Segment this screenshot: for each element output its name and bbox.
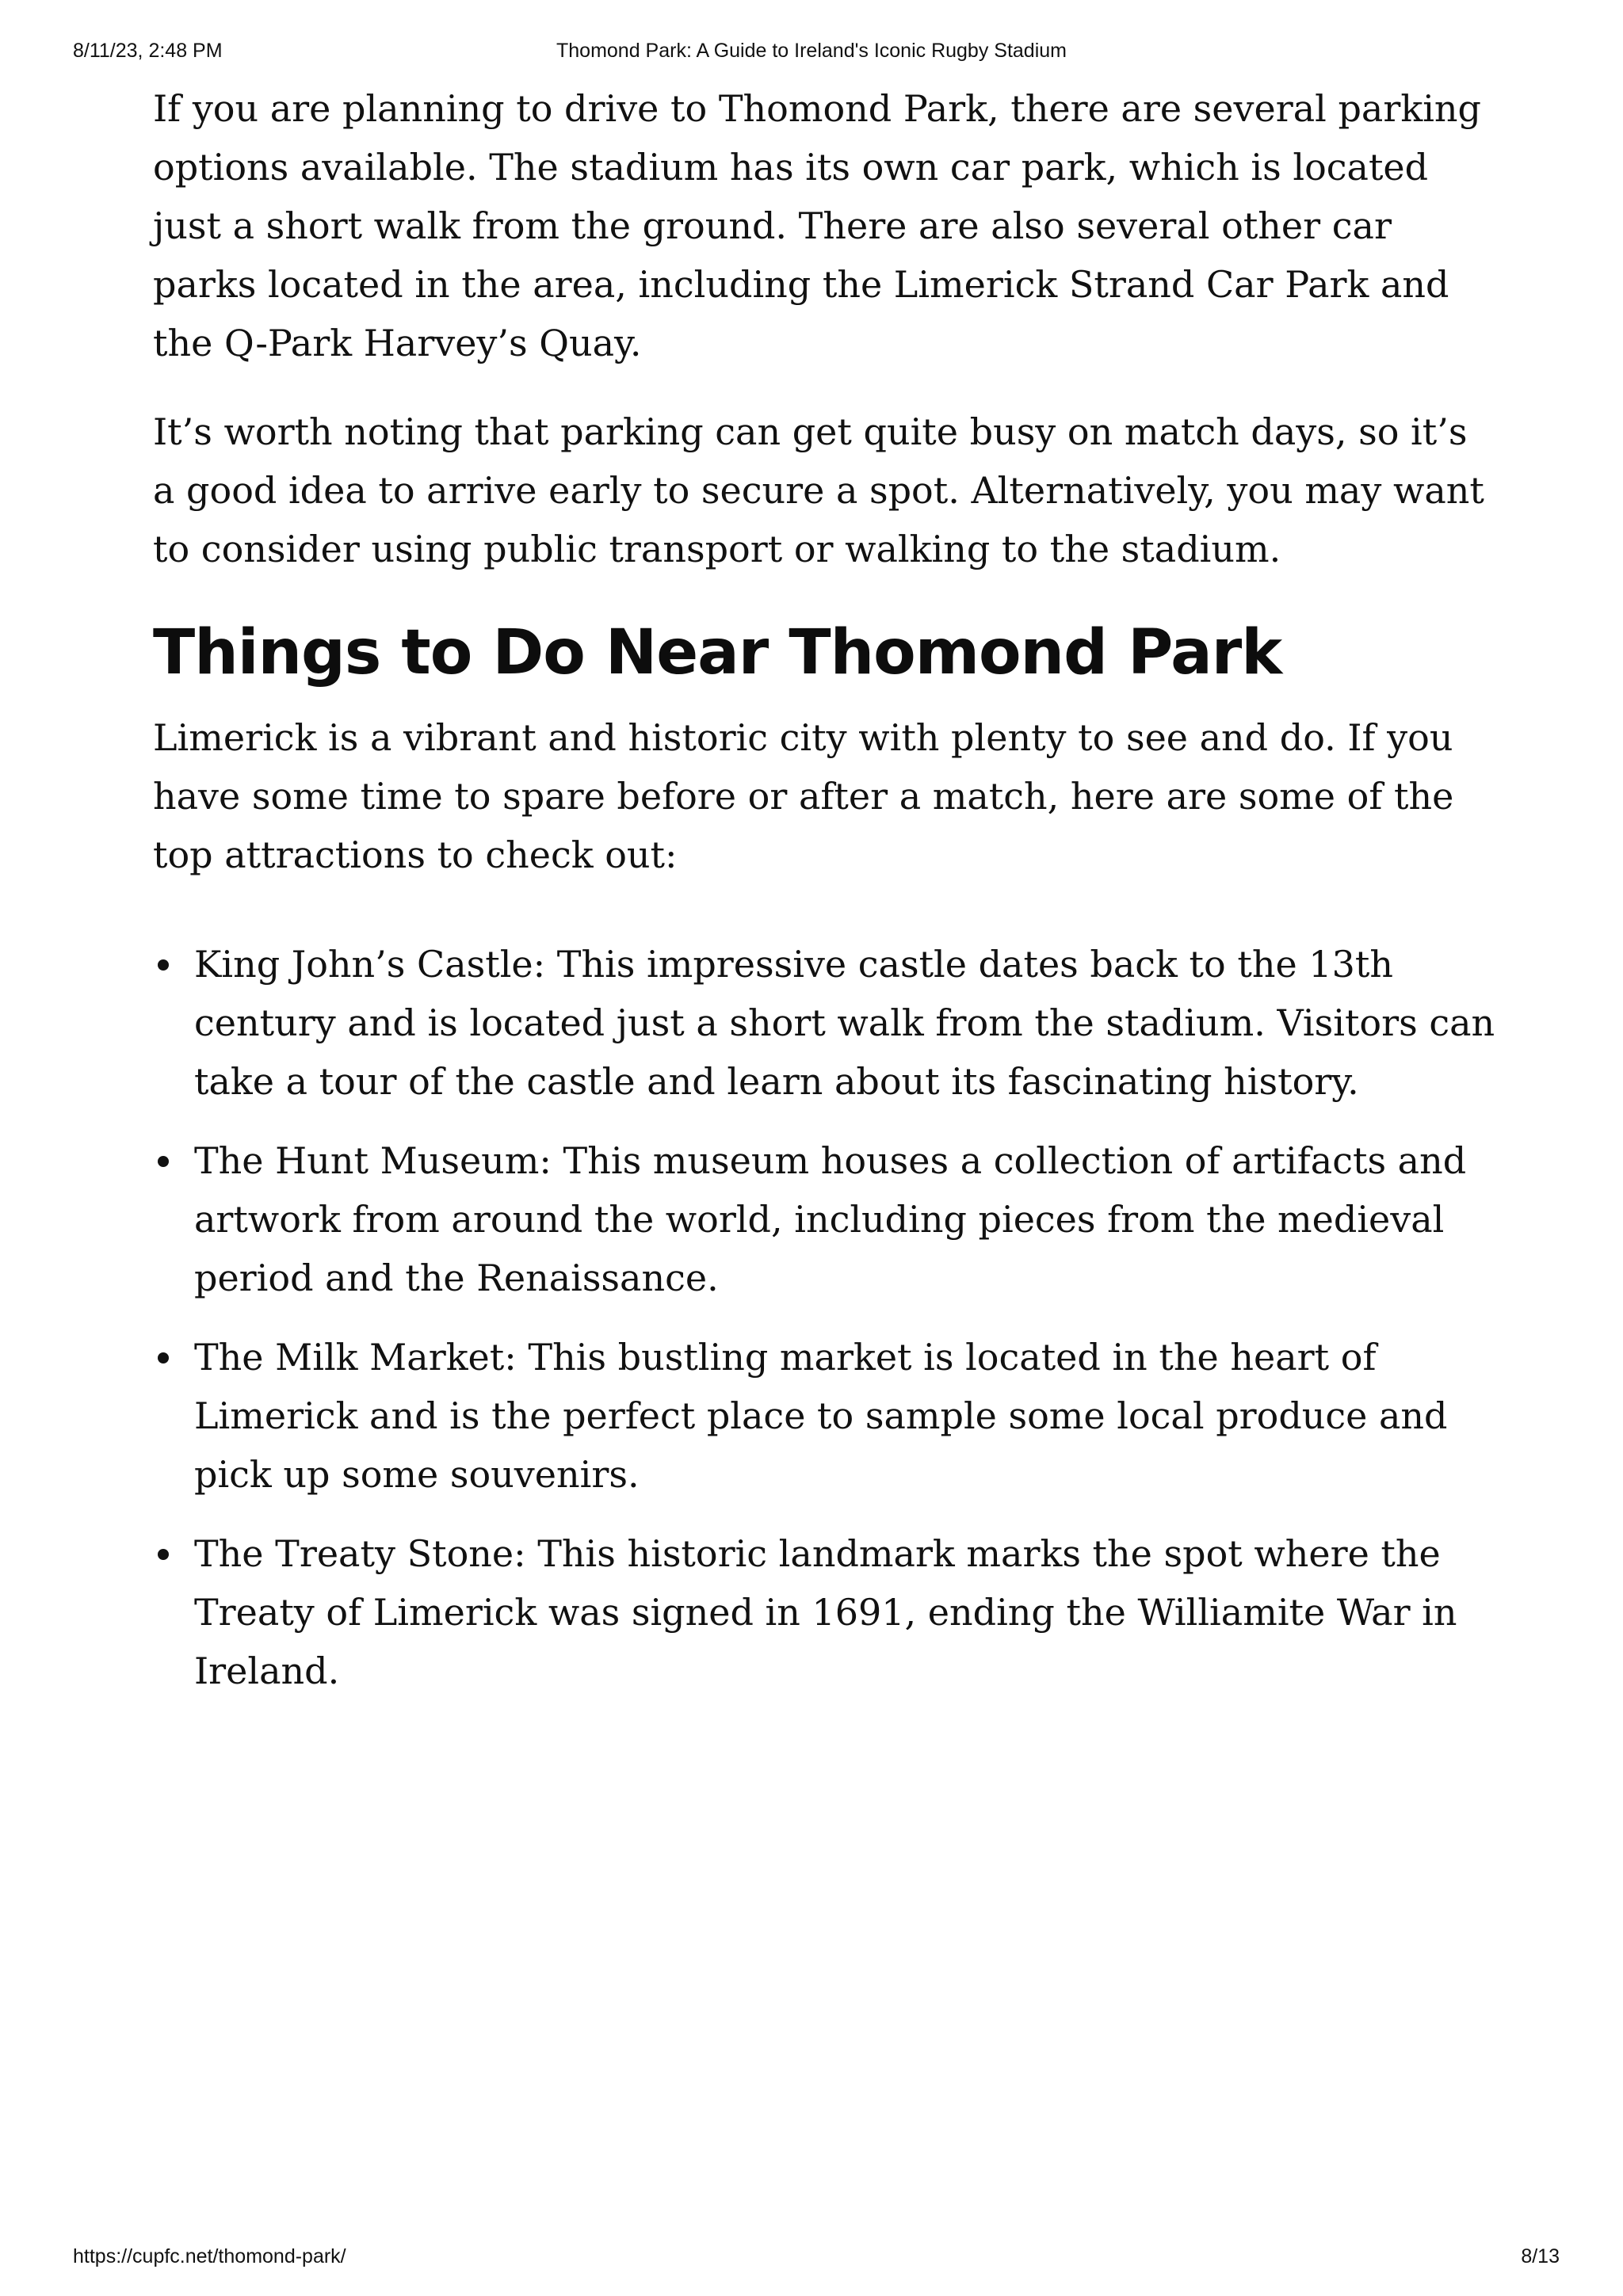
print-datetime: 8/11/23, 2:48 PM (73, 40, 223, 62)
attractions-list (153, 935, 1500, 1700)
list-item (153, 935, 1500, 1111)
section-heading-things-to-do: Things to Do Near Thomond Park (153, 617, 1282, 688)
paragraph-parking-busy: It’s worth noting that parking can get quite busy on match days, so it’s a good idea to arrive early to secure a spot. Alternatively, you may want to consider using public transport or walking to the stadium. (153, 410, 1484, 570)
list-item (153, 1524, 1500, 1700)
bullet-icon (158, 959, 169, 971)
paragraph-parking-options: If you are planning to drive to Thomond Park, there are several parking options available. The stadium has its own car park, which is located just a short walk from the ground. There are also several other car parks located in the area, including the Limerick Strand Car Park and the Q-Park Harvey’s Quay. (153, 87, 1481, 364)
list-item (153, 1328, 1500, 1504)
print-footer (0, 2245, 1623, 2272)
page-number: 8/13 (1521, 2245, 1560, 2267)
list-item-text: The Treaty Stone: This historic landmark marks the spot where the Treaty of Limerick was signed in 1691, ending the Williamite War in Ireland. (194, 1532, 1457, 1692)
print-url: https://cupfc.net/thomond-park/ (73, 2245, 346, 2267)
bullet-icon (158, 1156, 169, 1167)
list-item (153, 1131, 1500, 1307)
article-body (153, 79, 1500, 1721)
list-item-text: King John’s Castle: This impressive castle dates back to the 13th century and is located just a short walk from the stadium. Visitors can take a tour of the castle and learn about its fascinating history. (194, 943, 1495, 1103)
print-page-title: Thomond Park: A Guide to Ireland's Iconic Rugby Stadium (556, 40, 1067, 62)
list-item-text: The Milk Market: This bustling market is located in the heart of Limerick and is the perfect place to sample some local produce and pick up some souvenirs. (194, 1336, 1448, 1496)
print-header (0, 40, 1623, 67)
list-item-text: The Hunt Museum: This museum houses a collection of artifacts and artwork from around the world, including pieces from the medieval period and the Renaissance. (194, 1139, 1467, 1299)
bullet-icon (158, 1549, 169, 1560)
paragraph-attractions-intro: Limerick is a vibrant and historic city with plenty to see and do. If you have some time to spare before or after a match, here are some of the top attractions to check out: (153, 716, 1454, 876)
bullet-icon (158, 1352, 169, 1363)
